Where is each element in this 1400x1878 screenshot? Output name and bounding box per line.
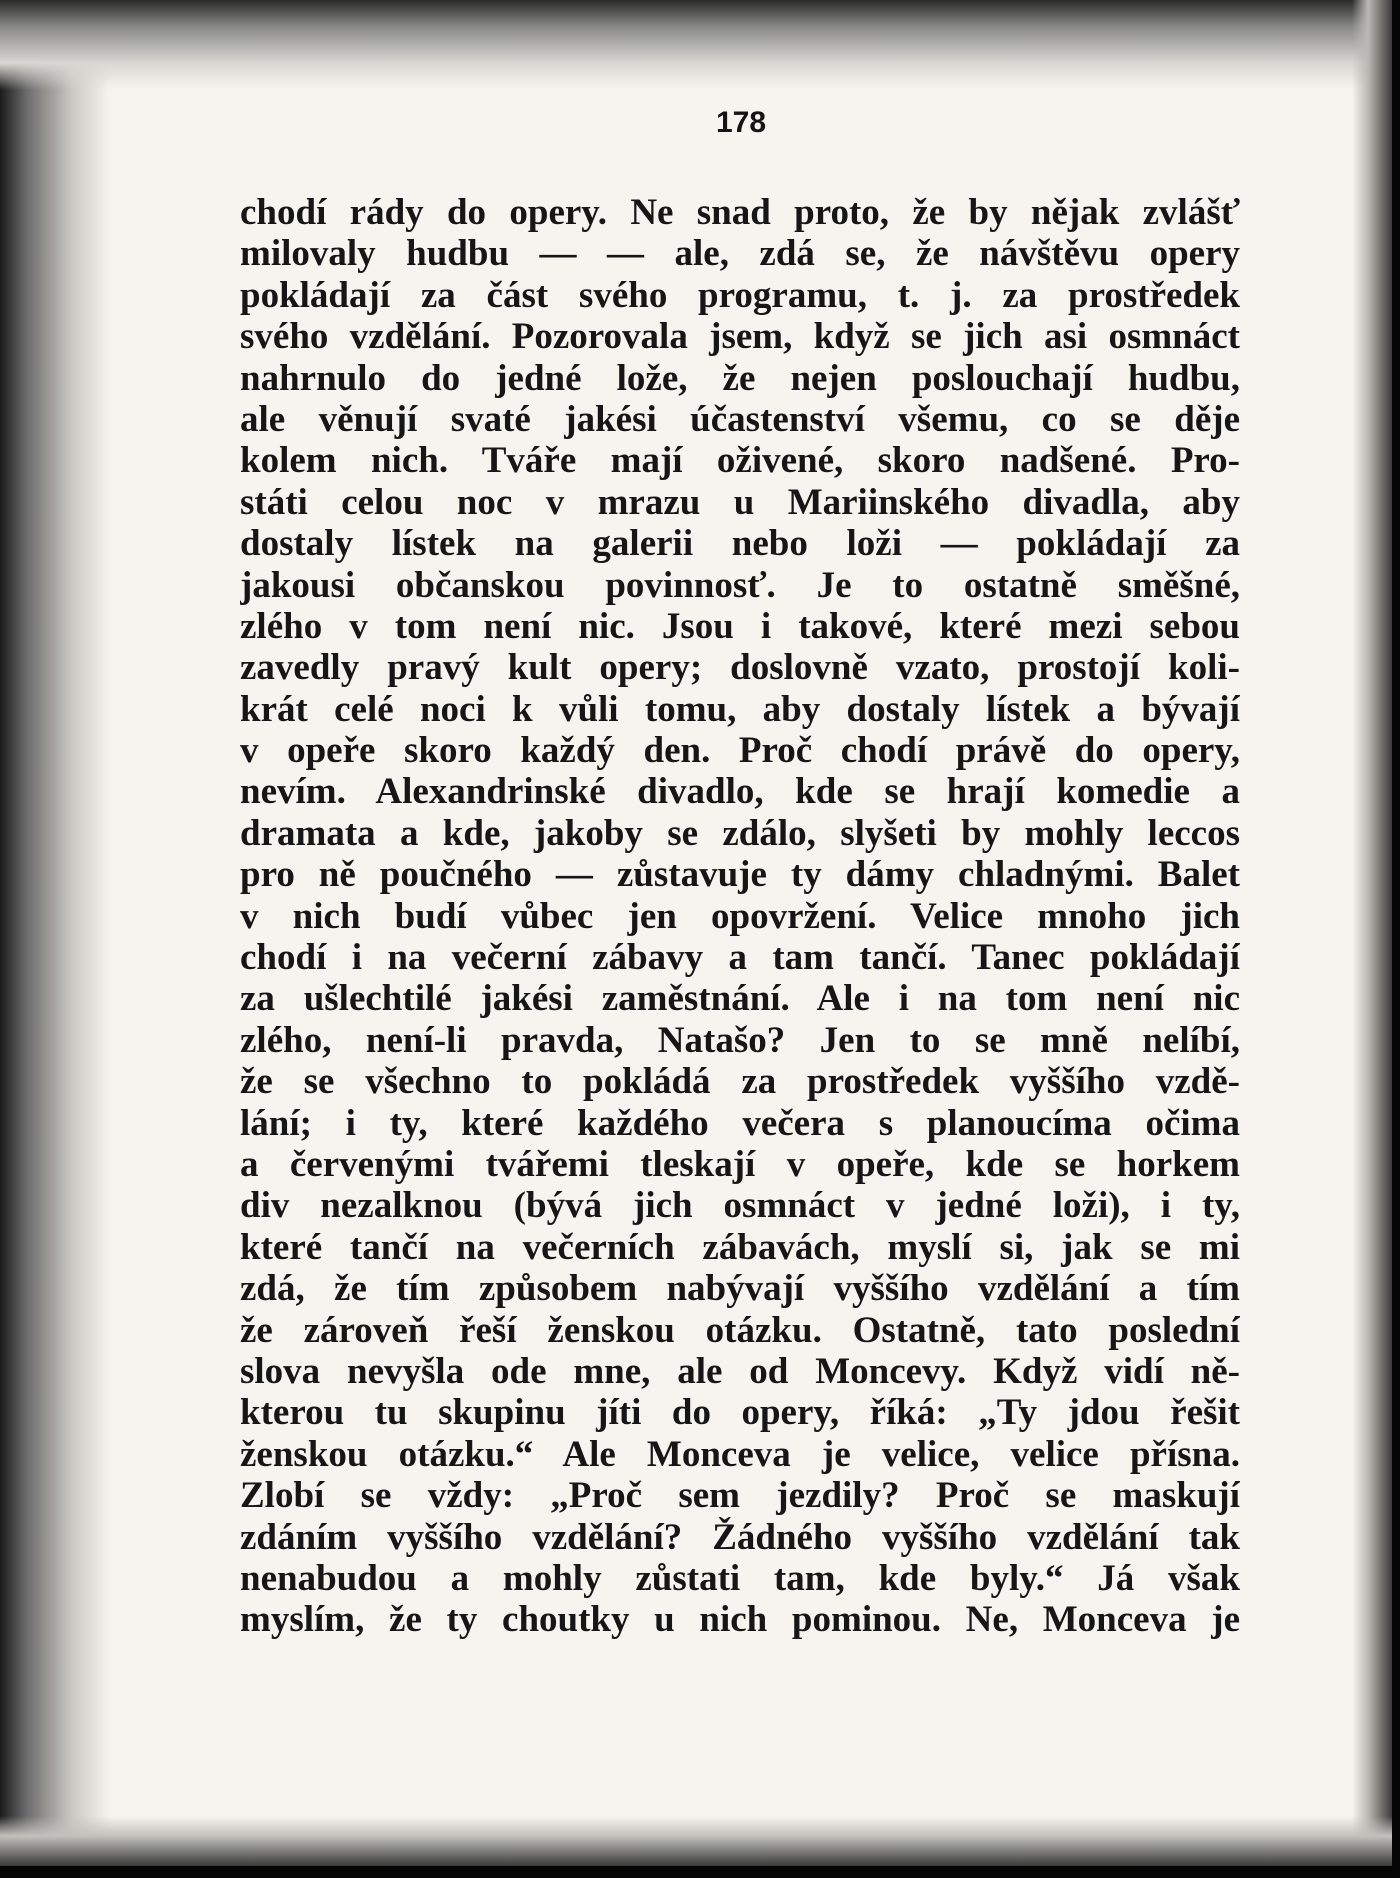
text-line: chodí rády do opery. Ne snad proto, že by nějak zvlášť: [240, 192, 1240, 233]
text-line: dostaly lístek na galerii nebo loži — pokládají za: [240, 523, 1240, 565]
text-line: za ušlechtilé jakési zaměstnání. Ale i na tom není nic: [240, 978, 1240, 1020]
text-line: v nich budí vůbec jen opovržení. Velice mnoho jich: [240, 895, 1240, 937]
text-line: chodí i na večerní zábavy a tam tančí. Tanec pokládají: [240, 937, 1240, 979]
text-line: lání; i ty, které každého večera s planoucíma očima: [240, 1102, 1240, 1144]
text-line: dramata a kde, jakoby se zdálo, slyšeti by mohly leccos: [240, 812, 1240, 854]
text-line: zdá, že tím způsobem nabývají vyššího vzdělání a tím: [240, 1268, 1240, 1310]
text-line: zlého, není-li pravda, Natašo? Jen to se mně nelíbí,: [240, 1019, 1240, 1061]
scan-shadow-top: [0, 0, 1392, 90]
text-line: zavedly pravý kult opery; doslovně vzato, prostojí koli-: [240, 647, 1240, 689]
text-line: slova nevyšla ode mne, ale od Moncevy. Když vidí ně-: [240, 1350, 1240, 1392]
text-line: pokládají za část svého programu, t. j. za prostředek: [240, 274, 1240, 316]
text-line: jakousi občanskou povinnosť. Je to ostatně směšné,: [240, 564, 1240, 606]
scan-shadow-bottom: [0, 1816, 1392, 1866]
scan-shadow-right: [1352, 0, 1392, 1866]
scan-shadow-left: [0, 0, 110, 1866]
text-line: svého vzdělání. Pozorovala jsem, když se jich asi osmnáct: [240, 316, 1240, 358]
text-line: které tančí na večerních zábavách, myslí si, jak se mi: [240, 1226, 1240, 1268]
text-line: zlého v tom není nic. Jsou i takové, které mezi sebou: [240, 605, 1240, 647]
text-line: nenabudou a mohly zůstati tam, kde byly.“ Já však: [240, 1557, 1240, 1599]
body-text: [240, 192, 1240, 1641]
text-line: kolem nich. Tváře mají oživené, skoro nadšené. Pro-: [240, 440, 1240, 482]
text-line: myslím, že ty choutky u nich pominou. Ne, Monceva je: [240, 1599, 1240, 1641]
text-line: Zlobí se vždy: „Proč sem jezdily? Proč se maskují: [240, 1475, 1240, 1517]
page-number: 178: [715, 106, 767, 139]
text-line: milovaly hudbu — — ale, zdá se, že návštěvu opery: [240, 233, 1240, 275]
text-line: kterou tu skupinu jíti do opery, říká: „Ty jdou řešit: [240, 1392, 1240, 1434]
text-line: státi celou noc v mrazu u Mariinského divadla, aby: [240, 481, 1240, 523]
text-line: že zároveň řeší ženskou otázku. Ostatně, tato poslední: [240, 1309, 1240, 1351]
text-line: ale věnují svaté jakési účastenství všemu, co se děje: [240, 398, 1240, 440]
text-line: zdáním vyššího vzdělání? Žádného vyššího vzdělání tak: [240, 1516, 1240, 1558]
text-line: krát celé noci k vůli tomu, aby dostaly lístek a bývají: [240, 688, 1240, 730]
text-line: a červenými tvářemi tleskají v opeře, kde se horkem: [240, 1143, 1240, 1185]
text-line: pro ně poučného — zůstavuje ty dámy chladnými. Balet: [240, 854, 1240, 896]
text-line: že se všechno to pokládá za prostředek vyššího vzdě-: [240, 1061, 1240, 1103]
text-line: nevím. Alexandrinské divadlo, kde se hrají komedie a: [240, 771, 1240, 813]
text-line: ženskou otázku.“ Ale Monceva je velice, velice přísna.: [240, 1433, 1240, 1475]
text-line: nahrnulo do jedné lože, že nejen poslouchají hudbu,: [240, 357, 1240, 399]
text-line: div nezalknou (bývá jich osmnáct v jedné loži), i ty,: [240, 1185, 1240, 1227]
text-line: v opeře skoro každý den. Proč chodí právě do opery,: [240, 730, 1240, 772]
